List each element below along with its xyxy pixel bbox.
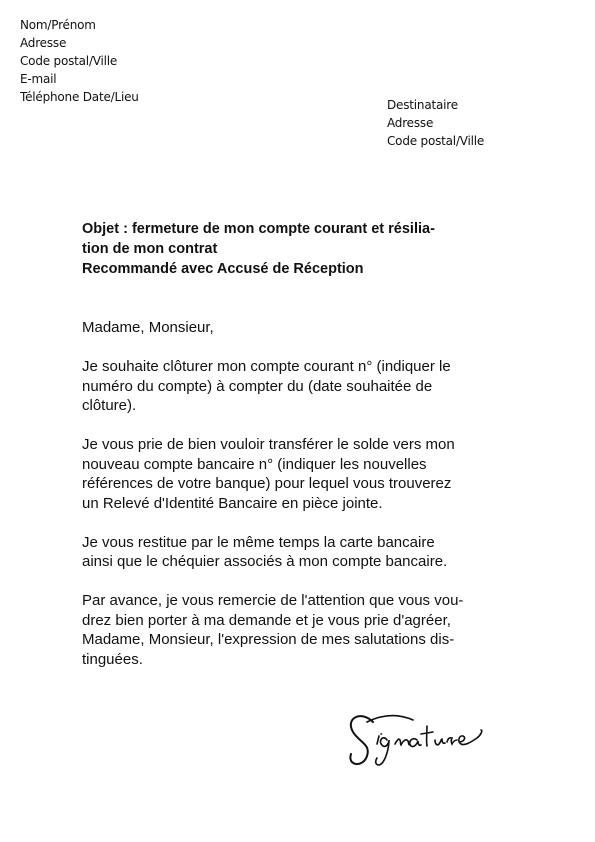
paragraph-line: ainsi que le chéquier associés à mon compte bancaire. xyxy=(82,553,448,570)
recipient-postal-city: Code postal/Ville xyxy=(387,134,485,148)
paragraph-line: Madame, Monsieur, l'expression de mes salutations dis- xyxy=(82,631,455,648)
paragraph-line: nouveau compte bancaire n° (indiquer les nouvelles xyxy=(82,455,427,473)
sender-address: Adresse xyxy=(20,36,67,50)
sender-email: E-mail xyxy=(20,72,57,86)
sender-address-block xyxy=(20,16,139,106)
paragraph-line: drez bien porter à ma demande et je vous prie d'agréer, xyxy=(82,611,451,629)
subject-line: Recommandé avec Accusé de Réception xyxy=(82,261,364,277)
sender-postal-city: Code postal/Ville xyxy=(20,54,118,68)
paragraph-closing-formula xyxy=(82,591,522,669)
subject-line: Objet : fermeture de mon compte courant et résilia- xyxy=(82,221,435,237)
recipient-name: Destinataire xyxy=(387,98,458,112)
paragraph-line: Je vous restitue par le même temps la carte bancaire xyxy=(82,533,435,551)
sender-phone-date-place: Téléphone Date/Lieu xyxy=(20,90,139,104)
signature-graphic xyxy=(343,700,493,780)
paragraph-line: clôture). xyxy=(82,397,137,414)
paragraph-line: Je vous prie de bien vouloir transférer le solde vers mon xyxy=(82,436,455,453)
subject-block xyxy=(82,219,435,279)
paragraph-closing-request xyxy=(82,357,522,416)
salutation-text: Madame, Monsieur, xyxy=(82,319,214,336)
paragraph-line: tinguées. xyxy=(82,650,143,668)
letter-body xyxy=(82,318,522,689)
paragraph-line: Je souhaite clôturer mon compte courant n° (indiquer le xyxy=(82,358,451,375)
sender-name: Nom/Prénom xyxy=(20,18,96,32)
paragraph-line: un Relevé d'Identité Bancaire en pièce jointe. xyxy=(82,494,383,512)
paragraph-line: références de votre banque) pour lequel vous trouverez xyxy=(82,475,452,492)
paragraph-return-cards xyxy=(82,533,522,572)
paragraph-line: numéro du compte) à compter du (date souhaitée de xyxy=(82,377,433,395)
subject-line: tion de mon contrat xyxy=(82,241,218,257)
paragraph-transfer-balance xyxy=(82,435,522,513)
recipient-address: Adresse xyxy=(387,116,434,130)
paragraph-line: Par avance, je vous remercie de l'attention que vous vou- xyxy=(82,592,464,609)
salutation xyxy=(82,318,522,338)
recipient-address-block xyxy=(387,96,484,150)
